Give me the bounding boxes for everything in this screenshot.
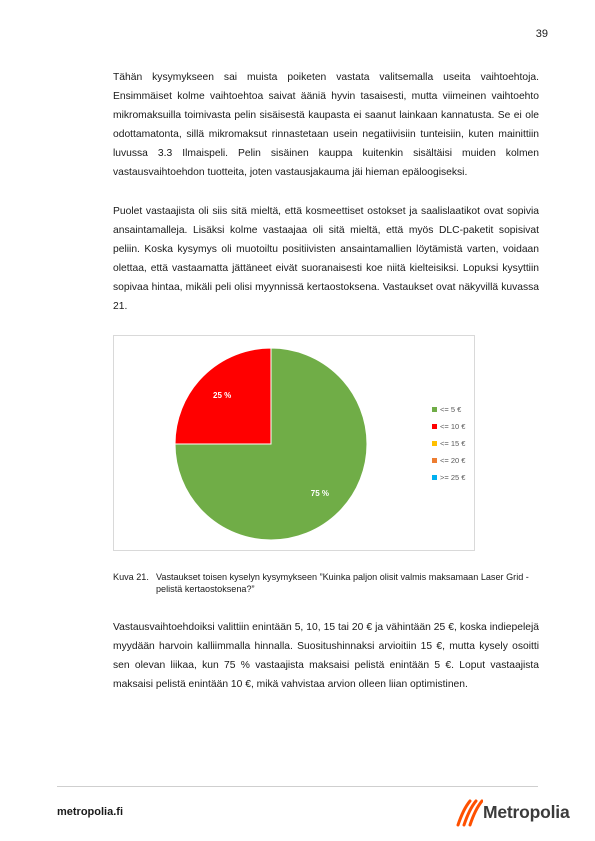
legend-swatch-3 <box>432 441 437 446</box>
metropolia-logo-mark-icon <box>455 798 483 828</box>
legend-swatch-1 <box>432 407 437 412</box>
figure-caption <box>113 572 543 595</box>
page-number: 39 <box>535 28 548 40</box>
paragraph-2: Puolet vastaajista oli siis sitä mieltä, että kosmeettiset ostokset ja saalislaatikot ovat sopivia ansaintamalleja. Lisäksi kolme vastaajaa oli sitä mieltä, että myös DLC-paketit sopisivat peliin. Koska kysymys oli muotoiltu positiivisten ansaintamallien löytämistä varten, voidaan olettaa, että vastaamatta jättäneet eivät suoranaisesti koe niitä kielteisiksi. Lopuksi kysyttiin sopivaa hintaa, mikäli peli olisi myynnissä kertaostoksena. Vastaukset ovat näkyvillä kuvassa 21. <box>113 206 539 313</box>
paragraph-3: Vastausvaihtoehdoiksi valittiin enintään 5, 10, 15 tai 20 € ja vähintään 25 €, koska indiepelejä myydään harvoin kalliimmalla hinnalla. Suositushinnaksi arvioitiin 15 €, mutta kysely osoitti sen olevan liikaa, kun 75 % vastaajista maksaisi pelistä enintään 5 €. Loput vastaajista maksaisi pelistä enintään 10 €, mikä vahvistaa arvion olleen liian optimistinen. <box>113 622 539 691</box>
legend-label-3: <= 15 € <box>440 439 466 448</box>
footer-site-link[interactable]: metropolia.fi <box>57 806 124 818</box>
legend-label-5: >= 25 € <box>440 473 466 482</box>
metropolia-logo <box>455 798 570 828</box>
legend-swatch-2 <box>432 424 437 429</box>
footer-divider <box>57 786 538 787</box>
legend-swatch-4 <box>432 458 437 463</box>
logo-text: Metropolia <box>483 802 570 822</box>
legend-label-1: <= 5 € <box>440 405 462 414</box>
paragraph-1: Tähän kysymykseen sai muista poiketen vastata valitsemalla useita vaihtoehtoja. Ensimmäiset kolme vaihtoehtoa saivat ääniä hyvin tasaisesti, mutta viimeinen vaihtoehto mikromaksuilla toimivasta pelin sisäisestä kaupasta ei saanut lainkaan kannatusta. Se ei ole odottamatonta, sillä mikromaksut rinnastetaan usein negatiivisiin tunteisiin, kuten mainittiin luvussa 3.3 Ilmaispeli. Pelin sisäinen kauppa kuitenkin sisältäisi muiden kolmen vastausvaihtoehdon tuotteita, joten vastausjakauma jäi hieman epäloogiseksi. <box>113 72 539 179</box>
legend-swatch-5 <box>432 475 437 480</box>
pie-data-label-2: 25 % <box>213 391 232 401</box>
pie-chart <box>113 335 475 551</box>
legend-label-4: <= 20 € <box>440 456 466 465</box>
caption-label: Kuva 21. <box>113 572 149 582</box>
pie-chart-svg <box>114 336 476 552</box>
legend-label-2: <= 10 € <box>440 422 466 431</box>
caption-text: Vastaukset toisen kyselyn kysymykseen ”Kuinka paljon olisit valmis maksamaan Laser Grid -pelistä kertaostoksena?” <box>156 572 529 594</box>
pie-data-label-1: 75 % <box>310 488 329 498</box>
